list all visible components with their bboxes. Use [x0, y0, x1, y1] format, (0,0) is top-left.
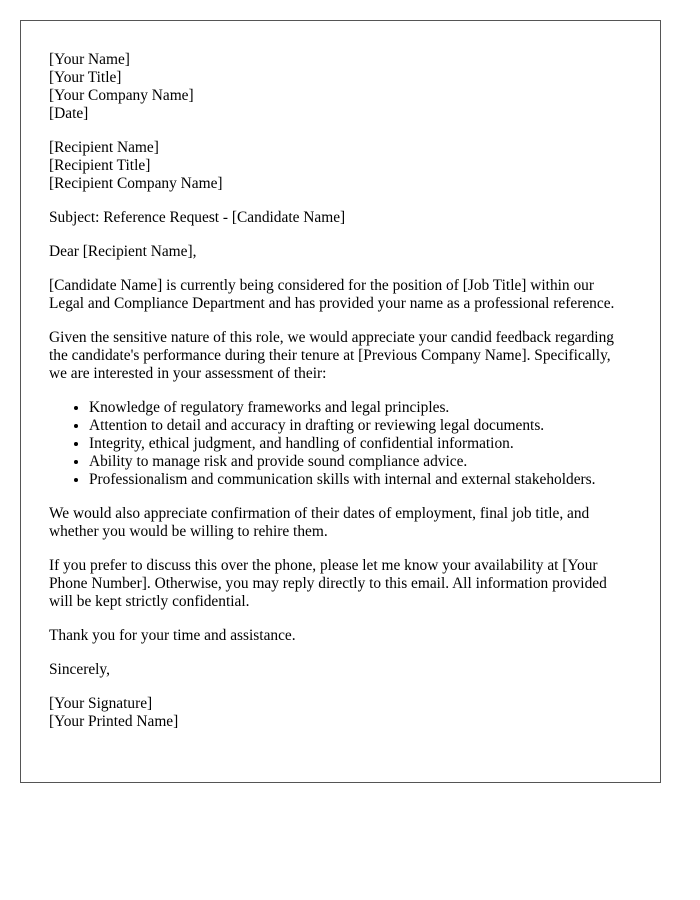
salutation: Dear [Recipient Name],	[49, 243, 197, 260]
recipient-name: [Recipient Name]	[49, 139, 159, 156]
recipient-title: [Recipient Title]	[49, 157, 151, 174]
request-paragraph: Given the sensitive nature of this role, we would appreciate your candid feedback regarding the candidate's performance during their tenure at [Previous Company Name]. Specifically, we are interested in your assessment of their:	[49, 329, 614, 382]
list-item: • Integrity, ethical judgment, and handling of confidential information.	[89, 435, 632, 453]
list-item: • Professionalism and communication skills with internal and external stakeholders.	[89, 471, 632, 489]
signature-block	[49, 695, 632, 731]
contact-paragraph: If you prefer to discuss this over the phone, please let me know your availability at [Your Phone Number]. Otherwise, you may reply directly to this email. All information provided will be kept strictly confidential.	[49, 557, 607, 610]
closing: Sincerely,	[49, 661, 110, 678]
list-item: • Knowledge of regulatory frameworks and legal principles.	[89, 399, 632, 417]
sender-title: [Your Title]	[49, 69, 122, 86]
subject-line: Subject: Reference Request - [Candidate Name]	[49, 209, 346, 226]
printed-name: [Your Printed Name]	[49, 713, 179, 730]
list-item: • Ability to manage risk and provide sound compliance advice.	[89, 453, 632, 471]
confirmation-paragraph: We would also appreciate confirmation of their dates of employment, final job title, and whether you would be willing to rehire them.	[49, 505, 590, 540]
intro-paragraph: [Candidate Name] is currently being considered for the position of [Job Title] within our Legal and Compliance Department and has provided your name as a professional reference.	[49, 277, 615, 312]
letter-page	[20, 20, 661, 783]
thanks-paragraph: Thank you for your time and assistance.	[49, 627, 296, 644]
recipient-company: [Recipient Company Name]	[49, 175, 223, 192]
sender-company: [Your Company Name]	[49, 87, 194, 104]
sender-block	[49, 51, 632, 123]
list-item: • Attention to detail and accuracy in drafting or reviewing legal documents.	[89, 417, 632, 435]
assessment-list	[49, 399, 632, 489]
signature-line: [Your Signature]	[49, 695, 153, 712]
sender-name: [Your Name]	[49, 51, 130, 68]
recipient-block	[49, 139, 632, 193]
letter-date: [Date]	[49, 105, 89, 122]
